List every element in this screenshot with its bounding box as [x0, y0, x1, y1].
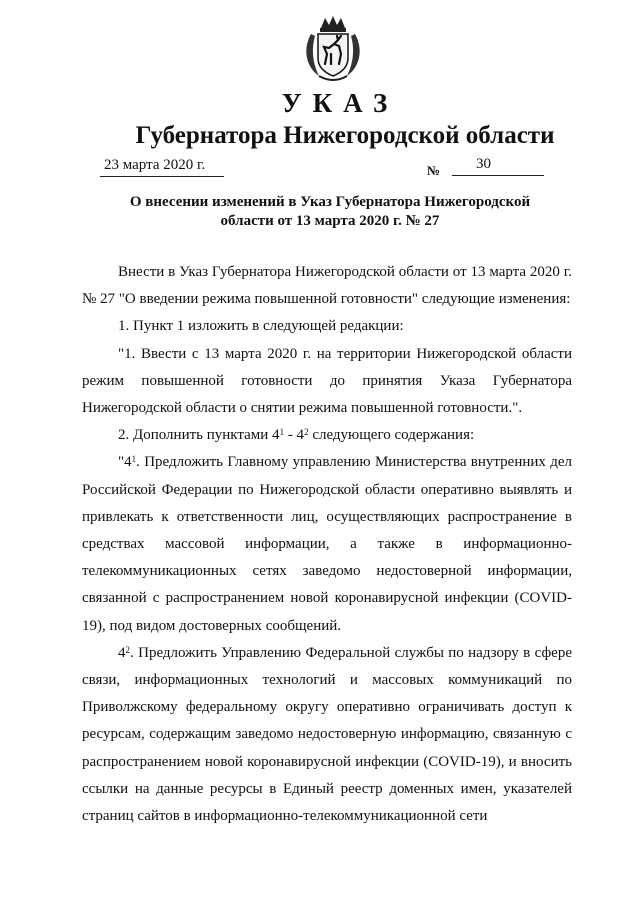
paragraph-point-4-1: "$4^1$. Предложить Главному управлению Министерства внутренних дел Российской Федерации по Нижегородской области оперативно выявлять и привлекать к ответственности лиц, осуществляющих распространение в средствах массовой информации, а также в информационно-телекоммуникационных сетях заведомо недостоверной информации, связанной с распространением новой коронавирусной инфекции (COVID-19), под видом достоверных сообщений.: [82, 454, 572, 634]
number-underline: [452, 175, 544, 176]
paragraph-item-1-text: "1. Ввести с 13 марта 2020 г. на территории Нижегородской области режим повышенной готовности до принятия Указа Губернатора Нижегородской области о снятии режима повышенной готовности.".: [82, 345, 572, 417]
number-label: №: [427, 163, 441, 178]
paragraph-item-2: 2. Дополнить пунктами $4^1 - 4^2$ следующего содержания:: [118, 427, 475, 444]
decree-date: 23 марта 2020 г.: [104, 157, 206, 173]
paragraph-point-4-2: $4^2$. Предложить Управлению Федеральной службы по надзору в сфере связи, информационных технологий и массовых коммуникаций по Приволжскому федеральному округу оперативно ограничивать доступ к ресурсам, содержащим заведомо недостоверную информацию, связанную с распространением новой коронавирусной инфекции (COVID-19), и вносить ссылки на данные ресурсы в Единый реестр доменных имен, указателей страниц сайтов в информационно-телекоммуникационной сети: [82, 644, 572, 825]
coat-of-arms-icon: [301, 14, 365, 84]
decree-subject: [110, 193, 550, 231]
paragraph-intro: Внести в Указ Губернатора Нижегородской области от 13 марта 2020 г. № 27 "О введении режима повышенной готовности" следующие изменения:: [82, 264, 572, 308]
decree-number: 30: [476, 156, 491, 172]
subject-line-2: области от 13 марта 2020 г. № 27: [220, 213, 440, 229]
paragraph-item-1: 1. Пункт 1 изложить в следующей редакции:: [118, 318, 404, 335]
document-title: УКАЗ: [281, 88, 399, 118]
decree-body: [82, 259, 572, 830]
issuer-title: Губернатора Нижегородской области: [135, 122, 555, 149]
date-underline: [100, 176, 224, 177]
subject-line-1: О внесении изменений в Указ Губернатора Нижегородской: [129, 194, 531, 210]
